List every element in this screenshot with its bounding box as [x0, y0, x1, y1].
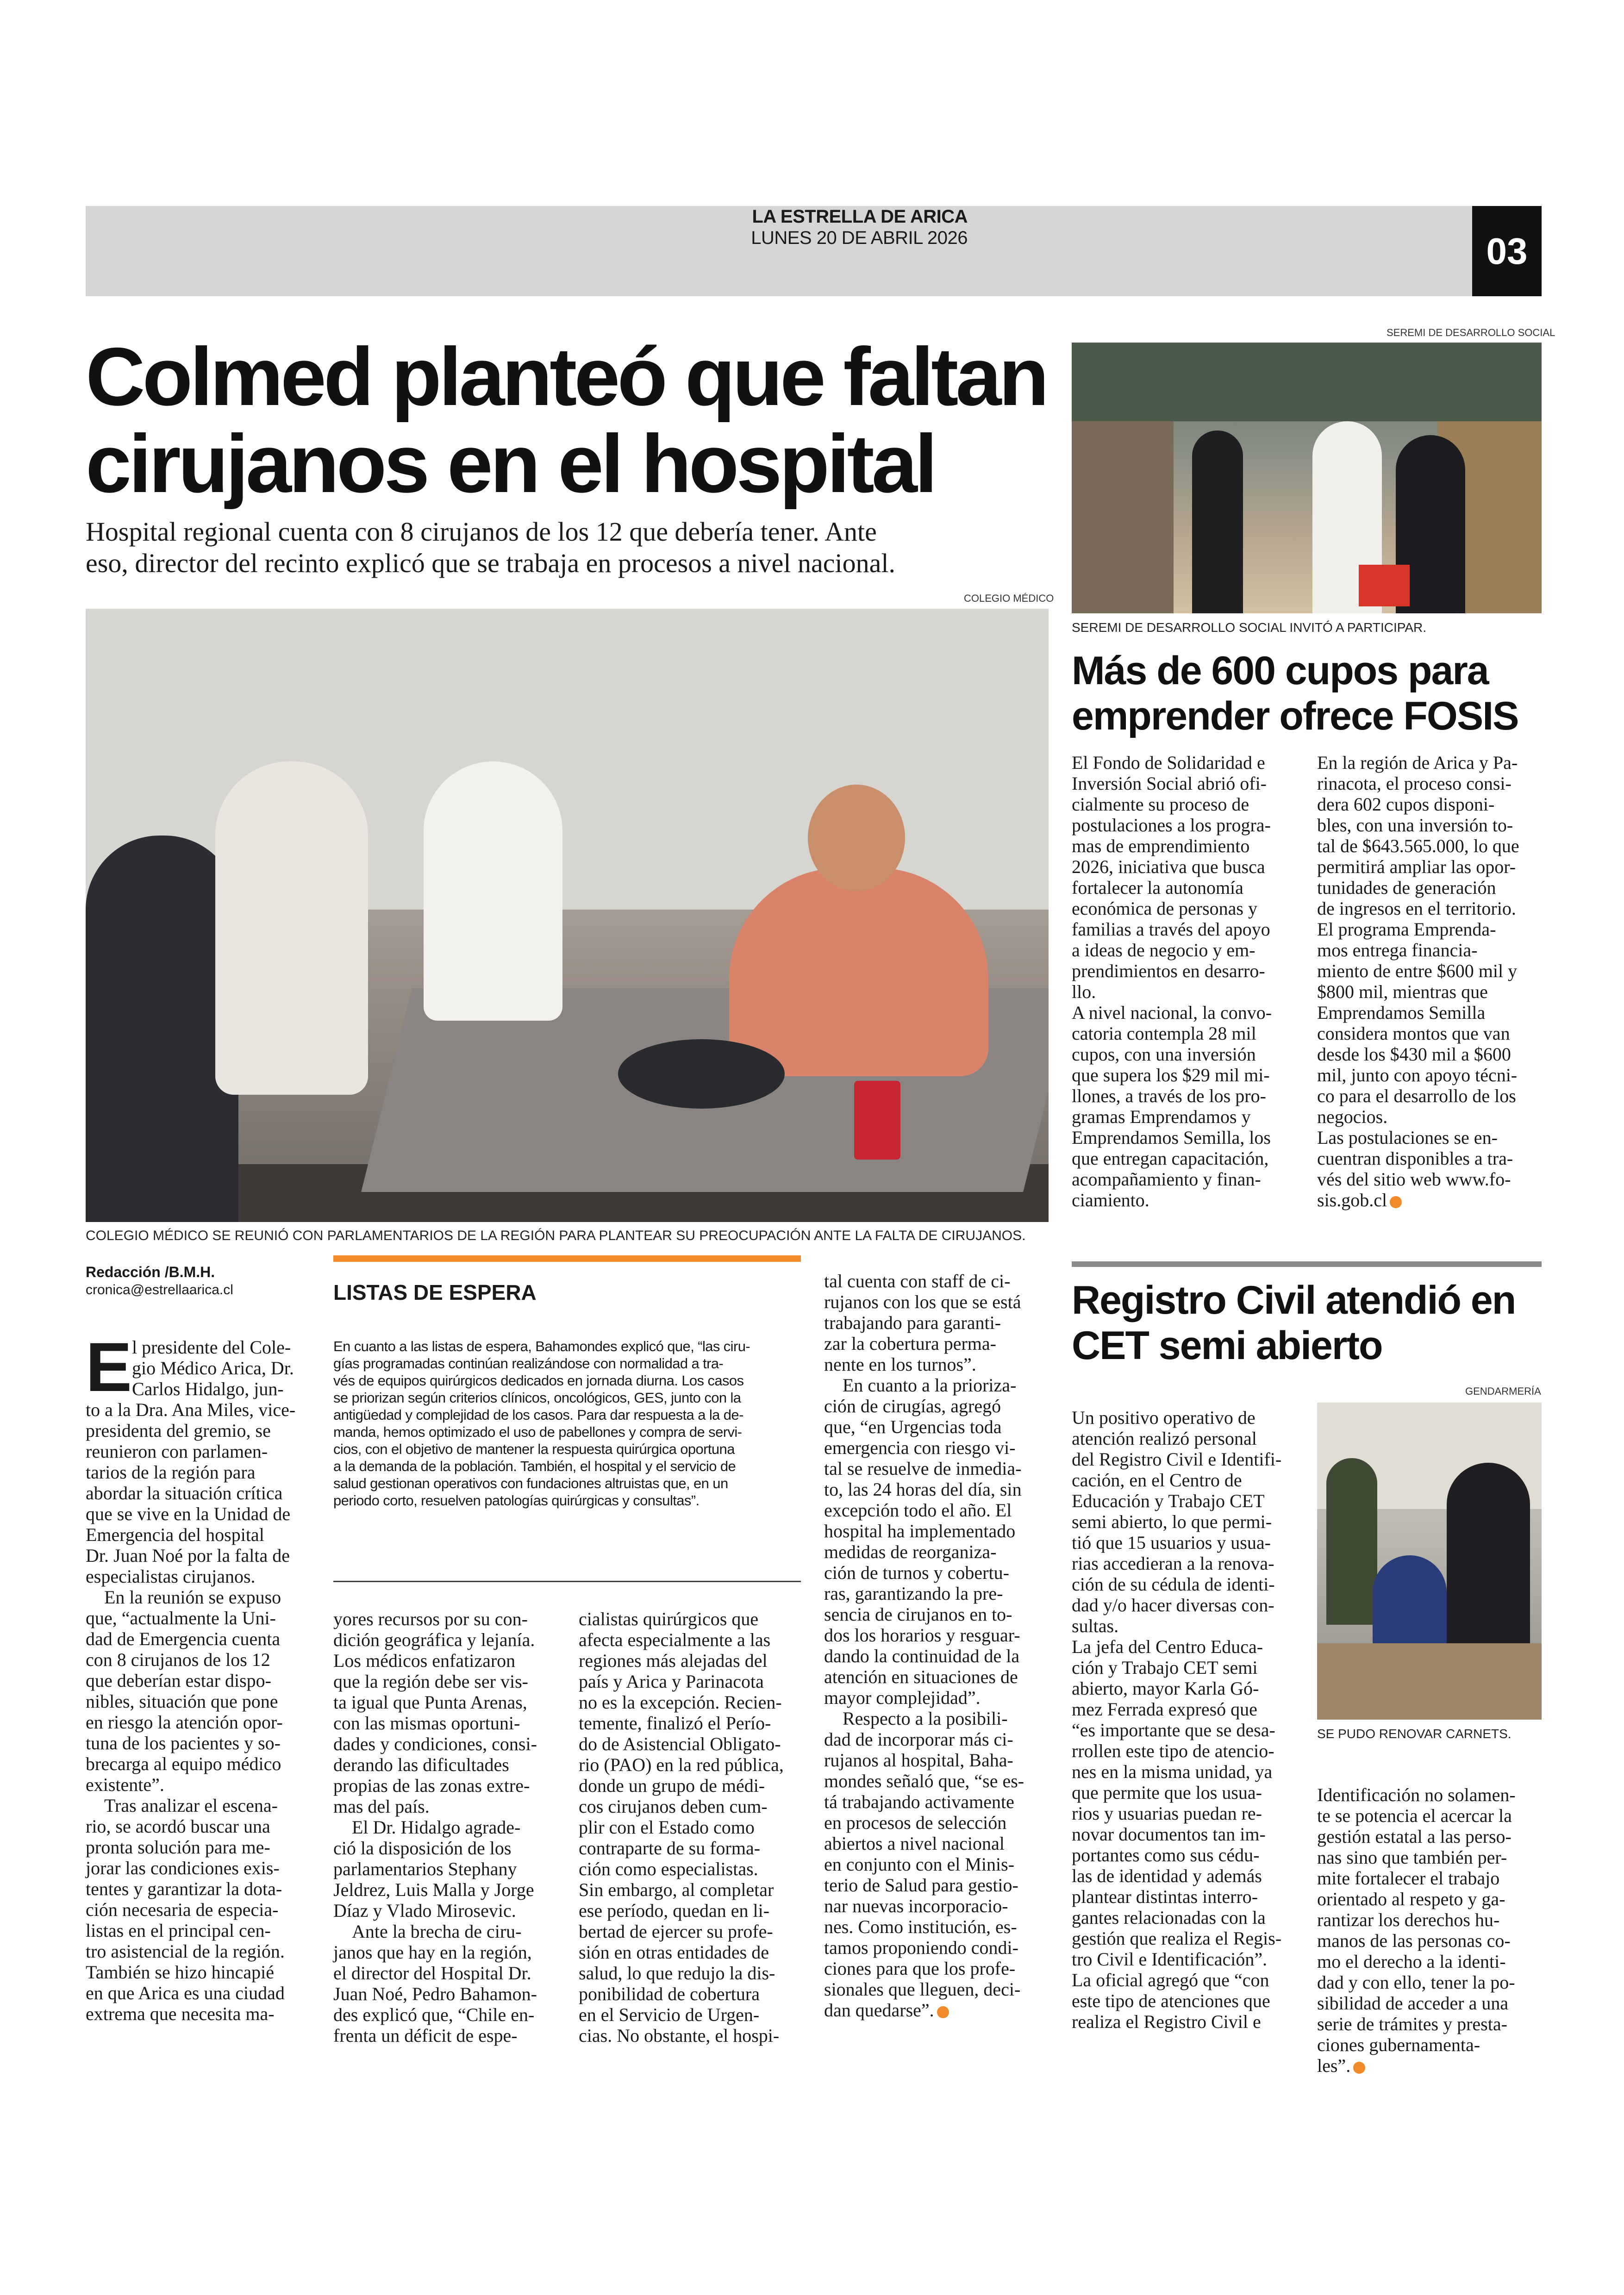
text-line: listas en el principal cen-	[86, 1920, 271, 1941]
byline: Redacción /B.M.H.	[86, 1264, 215, 1280]
registro-headline-line: Registro Civil atendió en	[1072, 1278, 1516, 1322]
text-line: mayor complejidad”.	[824, 1687, 981, 1708]
text-line: tal cuenta con staff de ci-	[824, 1271, 1011, 1291]
text-line: reunieron con parlamen-	[86, 1441, 268, 1462]
text-line: novar documentos tan im-	[1072, 1824, 1266, 1845]
text-line: Un positivo operativo de	[1072, 1407, 1255, 1428]
text-line: mas del país.	[333, 1796, 430, 1817]
text-line: rinacota, el proceso consi-	[1317, 773, 1512, 794]
text-line: considera montos que van	[1317, 1023, 1510, 1044]
article-column-1	[86, 1399, 308, 2024]
text-line: miento de entre $600 mil y	[1317, 960, 1518, 981]
text-line: cias. No obstante, el hospi-	[579, 2025, 780, 2046]
text-line: ción de turnos y cobertu-	[824, 1562, 1009, 1583]
page-number-box	[1472, 206, 1542, 296]
text-line: pronta solución para me-	[86, 1837, 270, 1858]
text-line: A nivel nacional, la convo-	[1072, 1002, 1272, 1023]
article-column-1-drop-lines	[132, 1337, 308, 1399]
text-line: que, “actualmente la Uni-	[86, 1608, 276, 1628]
text-line: familias a través del apoyo	[1072, 919, 1270, 940]
text-line: $800 mil, mientras que	[1317, 981, 1488, 1002]
main-deck-line: Hospital regional cuenta con 8 cirujanos de los 12 que debería tener. Ante	[86, 517, 877, 547]
fosis-headline-line: emprender ofrece FOSIS	[1072, 694, 1518, 738]
text-line: nas sino que también per-	[1317, 1847, 1507, 1868]
text-line: cación, en el Centro de	[1072, 1470, 1242, 1491]
text-line: abordar la situación crítica	[86, 1483, 283, 1503]
text-line: regiones más alejadas del	[579, 1650, 768, 1671]
text-line: La jefa del Centro Educa-	[1072, 1636, 1263, 1657]
text-line: También se hizo hincapié	[86, 1962, 275, 1983]
text-line: ción de cirugías, agregó	[824, 1396, 1001, 1416]
end-of-story-icon	[1390, 1196, 1402, 1208]
text-line: nes. Como institución, es-	[824, 1916, 1017, 1937]
text-line: zar la cobertura perma-	[824, 1333, 996, 1354]
text-line: prendimientos en desarro-	[1072, 960, 1265, 981]
text-line: que se vive en la Unidad de	[86, 1503, 291, 1524]
text-line: sultas.	[1072, 1615, 1119, 1636]
text-line: nente en los turnos”.	[824, 1354, 976, 1375]
text-line: propias de las zonas extre-	[333, 1775, 530, 1796]
text-line: rantizar los derechos hu-	[1317, 1909, 1500, 1930]
main-deck-line: eso, director del recinto explicó que se trabaja en procesos a nivel nacional.	[86, 548, 895, 578]
text-line: extrema que necesita ma-	[86, 2003, 275, 2024]
text-line: yores recursos por su con-	[333, 1609, 528, 1629]
text-line: Emprendamos Semilla, los	[1072, 1127, 1271, 1148]
text-line: gantes relacionadas con la	[1072, 1907, 1266, 1928]
text-line: con 8 cirujanos de los 12	[86, 1649, 270, 1670]
text-line: en conjunto con el Minis-	[824, 1854, 1015, 1875]
text-line: Los médicos enfatizaron	[333, 1650, 516, 1671]
text-line: sibilidad de acceder a una	[1317, 1993, 1509, 2014]
fosis-photo-credit: SEREMI DE DESARROLLO SOCIAL	[1387, 327, 1555, 338]
text-line: orientado al respeto y ga-	[1317, 1889, 1505, 1909]
page-header-bar	[86, 206, 1542, 296]
text-line: dera 602 cupos disponi-	[1317, 794, 1495, 815]
text-line: Carlos Hidalgo, jun-	[132, 1378, 284, 1399]
text-line: rrollen este tipo de atencio-	[1072, 1740, 1274, 1761]
drop-cap: E	[86, 1328, 132, 1406]
text-line: manos de las personas co-	[1317, 1930, 1511, 1951]
registro-photo	[1317, 1403, 1542, 1720]
text-line: co para el desarrollo de los	[1317, 1085, 1516, 1106]
text-line: Ante la brecha de ciru-	[352, 1921, 522, 1942]
text-line: trabajando para garanti-	[824, 1312, 1001, 1333]
text-line: mez Ferrada expresó que	[1072, 1699, 1257, 1720]
text-line: tió que 15 usuarios y usua-	[1072, 1532, 1271, 1553]
text-line: dos los horarios y resguar-	[824, 1625, 1020, 1646]
fosis-headline	[1072, 648, 1542, 739]
text-line: fortalecer la autonomía	[1072, 877, 1243, 898]
text-line: a la demanda de la población. También, el hospital y el servicio de	[333, 1458, 736, 1474]
text-line: del Registro Civil e Identifi-	[1072, 1449, 1282, 1470]
text-line: les”.	[1317, 2055, 1542, 2076]
text-line: realiza el Registro Civil e	[1072, 2011, 1261, 2032]
text-line: vés del sitio web www.fo-	[1317, 1169, 1511, 1190]
sidebar-text	[333, 1338, 801, 1509]
registro-column-1	[1072, 1407, 1294, 2032]
text-line: de ingresos en el territorio.	[1317, 898, 1516, 919]
text-line: contraparte de su forma-	[579, 1838, 761, 1858]
text-line: que permite que los usua-	[1072, 1782, 1262, 1803]
text-line: ciamiento.	[1072, 1190, 1149, 1210]
end-of-story-icon	[937, 2006, 949, 2018]
text-line: cialistas quirúrgicos que	[579, 1609, 759, 1629]
text-line: En la región de Arica y Pa-	[1317, 752, 1518, 773]
text-line: sencia de cirujanos en to-	[824, 1604, 1012, 1625]
text-line: Dr. Juan Noé por la falta de	[86, 1545, 290, 1566]
text-line: ción como especialistas.	[579, 1858, 758, 1879]
text-line: país y Arica y Parinacota	[579, 1671, 764, 1692]
text-line: terio de Salud para gestio-	[824, 1875, 1018, 1896]
text-line: En la reunión se expuso	[104, 1587, 281, 1608]
text-line: donde un grupo de médi-	[579, 1775, 765, 1796]
text-line: gestión que realiza el Regis-	[1072, 1928, 1282, 1949]
text-line: mas de emprendimiento	[1072, 836, 1250, 856]
text-line: Emprendamos Semilla	[1317, 1002, 1486, 1023]
text-line: dades y condiciones, consi-	[333, 1734, 537, 1754]
text-line: bertad de ejercer su profe-	[579, 1921, 773, 1942]
text-line: Díaz y Vlado Mirosevic.	[333, 1900, 516, 1921]
text-line: emergencia con riesgo vi-	[824, 1437, 1016, 1458]
text-line: que deberían estar dispo-	[86, 1670, 271, 1691]
publication-name: LA ESTRELLA DE ARICA	[752, 206, 968, 227]
text-line: mo el derecho a la identi-	[1317, 1951, 1506, 1972]
text-line: jorar las condiciones exis-	[86, 1858, 280, 1878]
text-line: en que Arica es una ciudad	[86, 1983, 285, 2003]
text-line: sis.gob.cl	[1317, 1190, 1542, 1210]
text-line: antigüedad y complejidad de los casos. Para dar respuesta a la de-	[333, 1407, 743, 1423]
text-line: to, las 24 horas del día, sin	[824, 1479, 1022, 1500]
text-line: en procesos de selección	[824, 1812, 1007, 1833]
text-line: El Fondo de Solidaridad e	[1072, 752, 1265, 773]
text-line: afecta especialmente a las	[579, 1629, 771, 1650]
text-line: no es la excepción. Recien-	[579, 1692, 782, 1713]
text-line: gías programadas continúan realizándose con normalidad a tra-	[333, 1355, 724, 1372]
text-line: rio, se acordó buscar una	[86, 1816, 270, 1837]
text-line: tro asistencial de la región.	[86, 1941, 285, 1962]
text-line: parlamentarios Stephany	[333, 1858, 517, 1879]
text-line: cupos, con una inversión	[1072, 1044, 1256, 1065]
end-of-story-icon	[1353, 2062, 1365, 2074]
text-line: ciones gubernamenta-	[1317, 2034, 1480, 2055]
text-line: El programa Emprenda-	[1317, 919, 1496, 940]
text-line: dad de incorporar más ci-	[824, 1729, 1013, 1750]
sidebar-title: LISTAS DE ESPERA	[333, 1280, 537, 1304]
text-line: cios, con el objetivo de mantener la respuesta quirúrgica oportuna	[333, 1441, 735, 1457]
text-line: bles, con una inversión to-	[1317, 815, 1513, 836]
text-line: semi abierto, lo que permi-	[1072, 1511, 1272, 1532]
registro-photo-credit: GENDARMERÍA	[1465, 1385, 1541, 1397]
fosis-photo-caption: SEREMI DE DESARROLLO SOCIAL INVITÓ A PARTICIPAR.	[1072, 620, 1427, 635]
text-line: ción y Trabajo CET semi	[1072, 1657, 1258, 1678]
text-line: nar nuevas incorporacio-	[824, 1896, 1008, 1916]
text-line: periodo corto, resuelven patologías quirúrgicas y consultas”.	[333, 1492, 700, 1509]
text-line: presidenta del gremio, se	[86, 1420, 271, 1441]
text-line: gramas Emprendamos y	[1072, 1106, 1251, 1127]
text-line: permitirá ampliar las opor-	[1317, 856, 1516, 877]
text-line: económica de personas y	[1072, 898, 1257, 919]
text-line: medidas de reorganiza-	[824, 1541, 997, 1562]
text-line: Jeldrez, Luis Malla y Jorge	[333, 1879, 534, 1900]
text-line: temente, finalizó el Perío-	[579, 1713, 771, 1734]
text-line: En cuanto a las listas de espera, Bahamondes explicó que, “las ciru-	[333, 1338, 750, 1354]
text-line: mos entrega financia-	[1317, 940, 1478, 960]
text-line: rujanos con los que se está	[824, 1291, 1021, 1312]
text-line: brecarga al equipo médico	[86, 1753, 281, 1774]
main-headline-line: Colmed planteó que faltan	[86, 331, 1047, 423]
text-line: existente”.	[86, 1774, 164, 1795]
text-line: 2026, iniciativa que busca	[1072, 856, 1265, 877]
text-line: rio (PAO) en la red pública,	[579, 1754, 784, 1775]
text-line: dad de Emergencia cuenta	[86, 1628, 281, 1649]
registro-column-2	[1317, 1784, 1542, 2076]
text-line: dando la continuidad de la	[824, 1646, 1020, 1666]
text-line: serie de trámites y presta-	[1317, 2014, 1507, 2034]
text-line: Juan Noé, Pedro Bahamon-	[333, 1983, 537, 2004]
registro-photo-caption: SE PUDO RENOVAR CARNETS.	[1317, 1727, 1512, 1741]
text-line: postulaciones a los progra-	[1072, 815, 1271, 836]
text-line: salud, lo que redujo la dis-	[579, 1963, 775, 1983]
text-line: tuna de los pacientes y so-	[86, 1733, 281, 1753]
text-line: abiertos a nivel nacional	[824, 1833, 1005, 1854]
text-line: plir con el Estado como	[579, 1817, 755, 1838]
text-line: Identificación no solamen-	[1317, 1784, 1516, 1805]
text-line: cuentran disponibles a tra-	[1317, 1148, 1513, 1169]
text-line: atención realizó personal	[1072, 1428, 1257, 1449]
sidebar-accent-rule	[333, 1255, 801, 1262]
text-line: tentes y garantizar la dota-	[86, 1878, 282, 1899]
text-line: salud gestionan operativos con fundaciones altruistas que, en un	[333, 1475, 728, 1491]
text-line: derando las dificultades	[333, 1754, 509, 1775]
text-line: a ideas de negocio y em-	[1072, 940, 1255, 960]
text-line: el director del Hospital Dr.	[333, 1963, 531, 1983]
text-line: llones, a través de los pro-	[1072, 1085, 1266, 1106]
text-line: to a la Dra. Ana Miles, vice-	[86, 1399, 296, 1420]
text-line: mondes señaló que, “se es-	[824, 1771, 1024, 1791]
main-headline	[86, 331, 1049, 510]
text-line: l presidente del Cole-	[132, 1337, 291, 1358]
text-line: que, “en Urgencias toda	[824, 1416, 1002, 1437]
text-line: con las mismas oportuni-	[333, 1713, 520, 1734]
text-line: tal se resuelve de inmedia-	[824, 1458, 1022, 1479]
text-line: las de identidad y además	[1072, 1865, 1262, 1886]
text-line: portantes como sus cédu-	[1072, 1845, 1260, 1865]
text-line: tal de $643.565.000, lo que	[1317, 836, 1519, 856]
text-line: janos que hay en la región,	[333, 1942, 532, 1963]
text-line: ta igual que Punta Arenas,	[333, 1692, 527, 1713]
main-deck	[86, 516, 1049, 579]
text-line: cialmente su proceso de	[1072, 794, 1249, 815]
text-line: cos cirujanos deben cum-	[579, 1796, 768, 1817]
text-line: llo.	[1072, 981, 1096, 1002]
main-headline-line: cirujanos en el hospital	[86, 418, 935, 510]
text-line: des explicó que, “Chile en-	[333, 2004, 535, 2025]
text-line: El Dr. Hidalgo agrade-	[352, 1817, 521, 1838]
text-line: ción de su cédula de identi-	[1072, 1574, 1275, 1595]
text-line: plantear distintas interro-	[1072, 1886, 1258, 1907]
text-line: rias accedieran a la renova-	[1072, 1553, 1274, 1574]
text-line: Inversión Social abrió ofi-	[1072, 773, 1267, 794]
main-photo-caption: COLEGIO MÉDICO SE REUNIÓ CON PARLAMENTARIOS DE LA REGIÓN PARA PLANTEAR SU PREOCUPACIÓN ANTE LA FALTA DE CIRUJANOS.	[86, 1228, 1026, 1243]
registro-headline-line: CET semi abierto	[1072, 1323, 1382, 1368]
meeting-photo	[86, 609, 1049, 1222]
text-line: desde los $430 mil a $600	[1317, 1044, 1511, 1065]
text-line: catoria contempla 28 mil	[1072, 1023, 1256, 1044]
text-line: este tipo de atenciones que	[1072, 1990, 1270, 2011]
text-line: abierto, mayor Karla Gó-	[1072, 1678, 1259, 1699]
text-line: Las postulaciones se en-	[1317, 1127, 1498, 1148]
right-column-divider	[1072, 1261, 1542, 1267]
text-line: ció la disposición de los	[333, 1838, 512, 1858]
text-line: sión en otras entidades de	[579, 1942, 769, 1963]
text-line: rujanos al hospital, Baha-	[824, 1750, 1013, 1771]
text-line: tá trabajando activamente	[824, 1791, 1014, 1812]
main-photo-credit: COLEGIO MÉDICO	[964, 592, 1054, 604]
text-line: ras, garantizando la pre-	[824, 1583, 1003, 1604]
fosis-column-1	[1072, 752, 1294, 1210]
text-line: especialistas cirujanos.	[86, 1566, 256, 1587]
text-line: Tras analizar el escena-	[104, 1795, 278, 1816]
text-line: mite fortalecer el trabajo	[1317, 1868, 1500, 1889]
article-column-3	[579, 1609, 796, 2046]
text-line: ciones para que los profe-	[824, 1958, 1016, 1979]
text-line: dición geográfica y lejanía.	[333, 1629, 535, 1650]
text-line: negocios.	[1317, 1106, 1388, 1127]
text-line: en riesgo la atención opor-	[86, 1712, 283, 1733]
byline-email: cronica@estrellaarica.cl	[86, 1282, 233, 1297]
text-line: que supera los $29 mil mi-	[1072, 1065, 1270, 1085]
article-column-2	[333, 1609, 551, 2046]
text-line: ese período, quedan en li-	[579, 1900, 770, 1921]
text-line: ción necesaria de especia-	[86, 1899, 279, 1920]
text-line: que la región debe ser vis-	[333, 1671, 528, 1692]
page-number: 03	[1486, 231, 1528, 272]
text-line: En cuanto a la prioriza-	[843, 1375, 1017, 1396]
text-line: Educación y Trabajo CET	[1072, 1491, 1265, 1511]
text-line: nibles, situación que pone	[86, 1691, 278, 1712]
text-line: dad y/o hacer diversas con-	[1072, 1595, 1274, 1615]
article-column-4	[824, 1271, 1046, 2021]
text-line: frenta un déficit de espe-	[333, 2025, 518, 2046]
sidebar-bottom-rule	[333, 1581, 801, 1582]
text-line: vés de equipos quirúrgicos dedicados en jornada diurna. Los casos	[333, 1372, 744, 1389]
text-line: tro Civil e Identificación”.	[1072, 1949, 1268, 1970]
text-line: rios y usuarias puedan re-	[1072, 1803, 1262, 1824]
text-line: manda, hemos optimizado el uso de pabellones y compra de servi-	[333, 1424, 742, 1440]
text-line: nes en la misma unidad, ya	[1072, 1761, 1273, 1782]
text-line: que entregan capacitación,	[1072, 1148, 1269, 1169]
text-line: acompañamiento y finan-	[1072, 1169, 1261, 1190]
text-line: hospital ha implementado	[824, 1521, 1016, 1541]
text-line: La oficial agregó que “con	[1072, 1970, 1269, 1990]
text-line: dad y con ello, tener la po-	[1317, 1972, 1515, 1993]
text-line: gio Médico Arica, Dr.	[132, 1358, 294, 1378]
text-line: tamos proponiendo condi-	[824, 1937, 1018, 1958]
text-line: dan quedarse”.	[824, 2000, 1046, 2021]
text-line: do de Asistencial Obligato-	[579, 1734, 781, 1754]
market-photo	[1072, 343, 1542, 613]
publication-date: LUNES 20 DE ABRIL 2026	[751, 228, 968, 248]
fosis-column-2	[1317, 752, 1542, 1210]
text-line: sionales que lleguen, deci-	[824, 1979, 1021, 2000]
text-line: Sin embargo, al completar	[579, 1879, 774, 1900]
registro-headline	[1072, 1278, 1542, 1368]
text-line: excepción todo el año. El	[824, 1500, 1012, 1521]
masthead	[751, 206, 968, 249]
text-line: tunidades de generación	[1317, 877, 1496, 898]
text-line: en el Servicio de Urgen-	[579, 2004, 760, 2025]
text-line: atención en situaciones de	[824, 1666, 1018, 1687]
text-line: te se potencia el acercar la	[1317, 1805, 1512, 1826]
fosis-headline-line: Más de 600 cupos para	[1072, 649, 1488, 693]
text-line: ponibilidad de cobertura	[579, 1983, 760, 2004]
text-line: “es importante que se desa-	[1072, 1720, 1275, 1740]
text-line: se priorizan según criterios clínicos, oncológicos, GES, junto con la	[333, 1390, 741, 1406]
text-line: tarios de la región para	[86, 1462, 256, 1483]
text-line: gestión estatal a las perso-	[1317, 1826, 1512, 1847]
text-line: mil, junto con apoyo técni-	[1317, 1065, 1518, 1085]
text-line: Respecto a la posibili-	[843, 1708, 1008, 1729]
text-line: Emergencia del hospital	[86, 1524, 264, 1545]
